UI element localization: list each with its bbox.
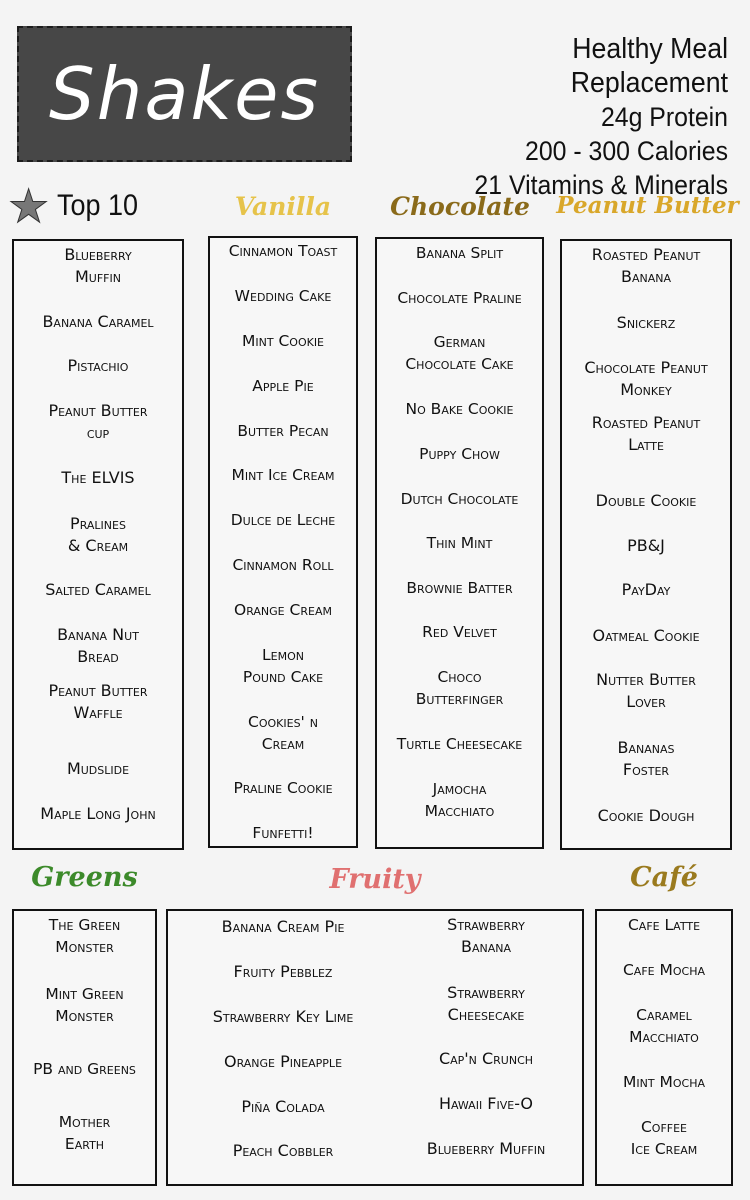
menu-item: Cinnamon Toast: [228, 242, 338, 260]
menu-item: Dulce de Leche: [230, 511, 336, 529]
menu-item: Snickerz: [616, 313, 676, 332]
menu-item: Double Cookie: [595, 491, 697, 510]
info-line: Healthy Meal Replacement: [570, 33, 728, 99]
menu-item: Red Velvet: [422, 623, 497, 641]
menu-item: Peanut Butter cup: [48, 401, 148, 442]
menu-item: Cinnamon Roll: [232, 556, 334, 574]
menu-item: Thin Mint: [426, 534, 493, 552]
menu-item: Nutter Butter Lover: [596, 670, 696, 711]
menu-item: Apple Pie: [252, 377, 314, 395]
menu-item: Brownie Batter: [406, 579, 513, 597]
vanilla-list: [208, 236, 358, 848]
menu-item: Wedding Cake: [234, 287, 332, 305]
menu-item: Peach Cobbler: [232, 1141, 334, 1160]
menu-item: Orange Pineapple: [223, 1052, 343, 1071]
greens-list: [12, 909, 157, 1186]
menu-item: Pralines & Cream: [67, 514, 129, 555]
menu-item: Caramel Macchiato: [629, 1006, 699, 1046]
top10-label: Top 10: [57, 189, 139, 222]
menu-item: Roasted Peanut Latte: [591, 413, 701, 454]
menu-item: Salted Caramel: [45, 580, 151, 599]
menu-item: The ELVIS: [61, 468, 135, 487]
menu-item: Mint Cookie: [241, 332, 325, 350]
info-line: 24g Protein: [600, 102, 728, 132]
menu-item: Choco Butterfinger: [415, 668, 504, 708]
menu-item: Bananas Foster: [617, 738, 675, 779]
info-line: 200 - 300 Calories: [525, 136, 728, 166]
menu-item: Pistachio: [67, 356, 129, 375]
title-box: [17, 26, 352, 162]
menu-item: Blueberry Muffin: [64, 245, 132, 286]
star-icon: ★: [8, 179, 50, 233]
menu-item: PB and Greens: [33, 1060, 136, 1078]
menu-item: Hawaii Five-O: [438, 1094, 534, 1113]
menu-item: Chocolate Peanut Monkey: [584, 358, 708, 399]
menu-item: Coffee Ice Cream: [630, 1118, 698, 1158]
menu-item: Blueberry Muffin: [426, 1139, 546, 1158]
top10-heading: [8, 179, 147, 233]
menu-item: Puppy Chow: [419, 445, 500, 463]
chocolate-list: [375, 237, 544, 849]
greens-heading: Greens: [31, 862, 138, 893]
menu-item: Butter Pecan: [237, 422, 329, 440]
menu-item: Banana Nut Bread: [57, 625, 139, 666]
menu-item: The Green Monster: [48, 916, 121, 956]
menu-item: Fruity Pebblez: [233, 962, 333, 981]
menu-item: Mint Ice Cream: [231, 466, 335, 484]
menu-item: Strawberry Banana: [447, 915, 525, 956]
menu-item: Maple Long John: [40, 804, 156, 823]
menu-item: German Chocolate Cake: [405, 333, 514, 373]
fruity-heading: Fruity: [329, 864, 421, 895]
menu-item: Turtle Cheesecake: [396, 735, 523, 753]
menu-item: PayDay: [621, 580, 671, 599]
menu-item: Oatmeal Cookie: [592, 626, 700, 645]
menu-item: Strawberry Cheesecake: [447, 983, 525, 1024]
menu-item: Jamocha Macchiato: [424, 780, 495, 820]
menu-item: Banana Cream Pie: [221, 917, 345, 936]
menu-item: Banana Split: [415, 244, 504, 262]
menu-item: Cafe Mocha: [622, 961, 706, 979]
menu-item: Cafe Latte: [627, 916, 701, 934]
menu-item: Cap'n Crunch: [438, 1049, 534, 1068]
menu-item: Orange Cream: [234, 601, 332, 619]
menu-item: Praline Cookie: [233, 779, 333, 797]
menu-item: Peanut Butter Waffle: [48, 681, 148, 722]
menu-item: No Bake Cookie: [405, 400, 514, 418]
cafe-list: [595, 909, 733, 1186]
info-block: [415, 32, 728, 202]
menu-item: PB&J: [627, 536, 665, 555]
menu-item: Mother Earth: [58, 1113, 111, 1153]
menu-item: Roasted Peanut Banana: [591, 245, 701, 286]
peanut-butter-heading: Peanut Butter: [556, 192, 739, 219]
menu-item: Cookies' n Cream: [248, 713, 318, 753]
menu-item: Funfetti!: [252, 824, 314, 842]
cafe-heading: Café: [630, 862, 698, 893]
menu-item: Piña Colada: [241, 1097, 325, 1116]
info-line: 21 Vitamins & Minerals: [474, 170, 728, 200]
page-title: Shakes: [49, 52, 320, 136]
menu-item: Mudslide: [66, 759, 130, 778]
menu-item: Mint Mocha: [622, 1073, 705, 1091]
menu-item: Lemon Pound Cake: [242, 646, 324, 686]
peanut-butter-list: [560, 239, 732, 850]
top10-list: [12, 239, 184, 850]
menu-item: Chocolate Praline: [397, 289, 522, 307]
menu-item: Mint Green Monster: [45, 985, 124, 1025]
chocolate-heading: Chocolate: [390, 192, 530, 221]
fruity-list: [166, 909, 584, 1186]
menu-item: Cookie Dough: [597, 806, 695, 825]
menu-item: Dutch Chocolate: [400, 490, 519, 508]
vanilla-heading: Vanilla: [234, 192, 332, 221]
menu-item: Banana Caramel: [42, 312, 154, 331]
menu-item: Strawberry Key Lime: [212, 1007, 354, 1026]
